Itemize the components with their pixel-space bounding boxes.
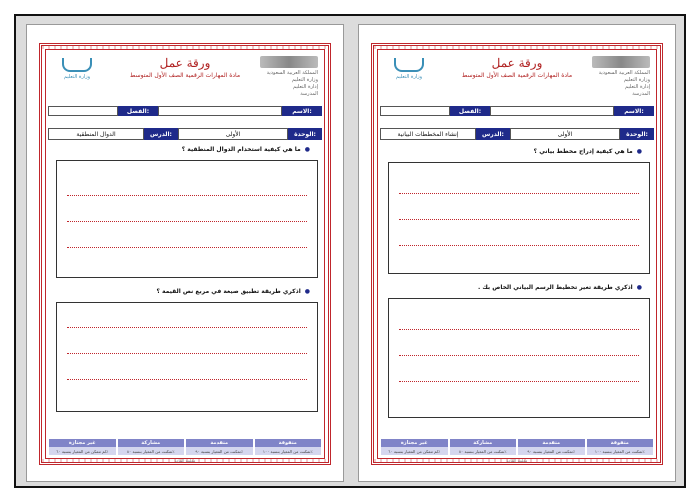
question-2: ●اذكري طريقة تطبيق صيغة في مربع نص القيمة ؟ [156,288,310,295]
name-field[interactable] [158,106,282,116]
ministry-header: المملكة العربية السعودية وزارة التعليم إدارة التعليم المدرسة [592,56,650,98]
ministry-emblem-icon [592,56,650,68]
name-label: الاسم: [282,106,322,116]
worksheet-title: ورقة عمل [159,56,211,70]
class-label: الفصل: [118,106,158,116]
decorative-border [39,43,331,465]
worksheet-page-right [358,24,676,482]
question-1: ●ما هي كيفية استخدام الدوال المنطقية ؟ [181,146,310,153]
assessment-footer [380,438,654,463]
lesson-label: الدرس: [144,128,178,140]
level-cell: متفوقة تمكنت من المعيار بنسبة ١٠٠٪ [586,438,655,456]
worksheet-subtitle: مادة المهارات الرقمية الصف الأول المتوسط [129,72,241,79]
unit-label: الوحدة: [288,128,322,140]
student-info-row [48,106,322,116]
ministry-emblem-icon [260,56,318,68]
lesson-value: الدوال المنطقية [48,128,144,140]
decorative-border [371,43,663,465]
page-header [48,54,322,98]
bullet-icon: ● [636,148,642,155]
worksheet-page-left [26,24,344,482]
answer-box-2[interactable] [56,302,318,412]
bullet-icon: ● [636,284,642,291]
level-cell: متفوقة تمكنت من المعيار بنسبة ١٠٠٪ [254,438,323,456]
worksheet-title: ورقة عمل [491,56,543,70]
level-cell: مشاركة تمكنت من المعيار بنسبة ٨٠٪ [117,438,186,456]
level-cell: غير مجتازة لم تتمكن من المعيار بنسبة ٦٠٪ [48,438,117,456]
book-logo-icon [62,58,92,72]
bullet-icon: ● [304,288,310,295]
unit-label: الوحدة: [620,128,654,140]
lesson-label: الدرس: [476,128,510,140]
teacher-note: معلمة المادة [506,458,528,463]
worksheet-title-block [450,56,584,79]
unit-value: الأولى [510,128,620,140]
student-info-row [380,106,654,116]
unit-lesson-row [48,128,322,140]
level-cell: متقدمة تمكنت من المعيار بنسبة ٩٠٪ [517,438,586,456]
document-viewer [14,14,686,488]
lesson-value: إنشاء المخططات البيانية [380,128,476,140]
worksheet-title-block [118,56,252,79]
ministry-logo: وزارة التعليم [52,58,102,90]
page-header [380,54,654,98]
question-2: ●اذكري طريقة تغير تخطيط الرسم البياني الخاص بك . [477,284,642,291]
unit-lesson-row [380,128,654,140]
assessment-footer [48,438,322,463]
ministry-header: المملكة العربية السعودية وزارة التعليم إدارة التعليم المدرسة [260,56,318,98]
answer-box-1[interactable] [388,162,650,274]
level-cell: مشاركة تمكنت من المعيار بنسبة ٨٠٪ [449,438,518,456]
level-cell: متقدمة تمكنت من المعيار بنسبة ٩٠٪ [185,438,254,456]
level-cell: غير مجتازة لم تتمكن من المعيار بنسبة ٦٠٪ [380,438,449,456]
name-label: الاسم: [614,106,654,116]
class-label: الفصل: [450,106,490,116]
unit-value: الأولى [178,128,288,140]
question-1: ●ما هي كيفية إدراج مخطط بياني ؟ [533,148,642,155]
bullet-icon: ● [304,146,310,153]
worksheet-subtitle: مادة المهارات الرقمية الصف الأول المتوسط [461,72,573,79]
answer-box-1[interactable] [56,160,318,278]
class-field[interactable] [48,106,118,116]
name-field[interactable] [490,106,614,116]
class-field[interactable] [380,106,450,116]
teacher-note: معلمة المادة [174,458,196,463]
answer-box-2[interactable] [388,298,650,418]
book-logo-icon [394,58,424,72]
ministry-logo: وزارة التعليم [384,58,434,90]
